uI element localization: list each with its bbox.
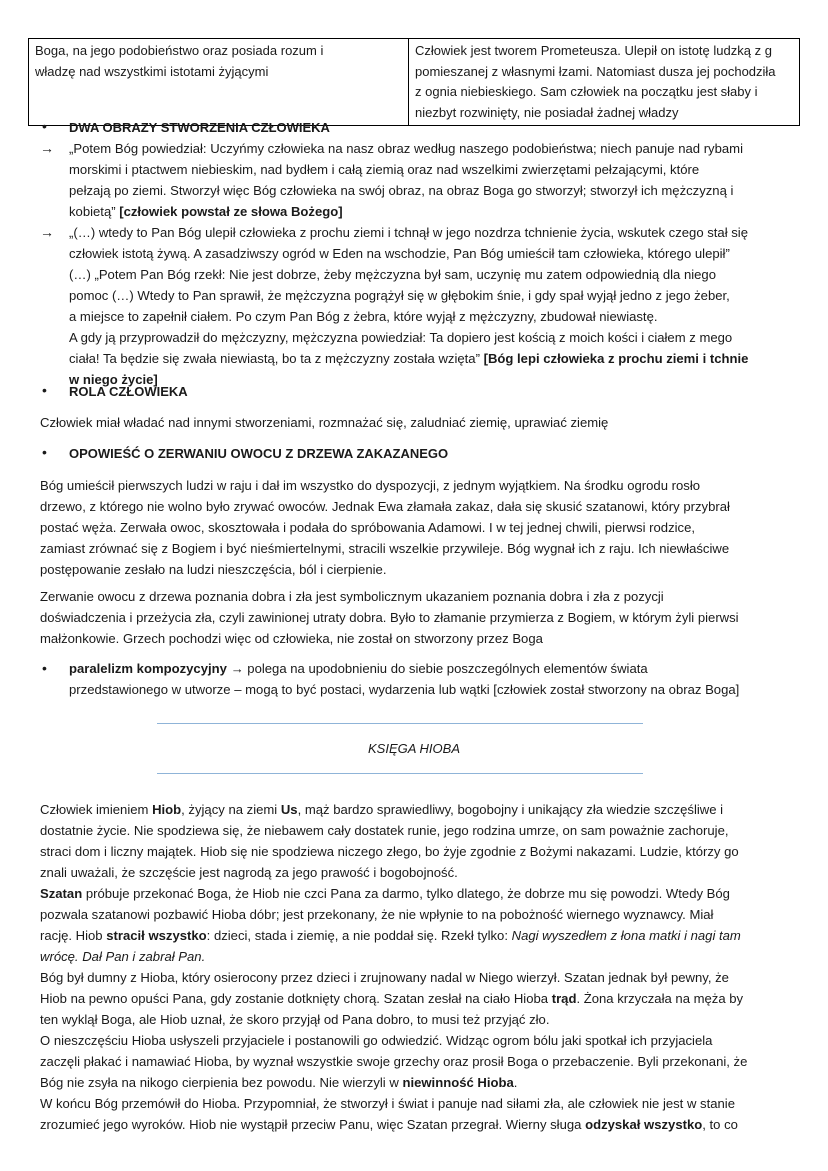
text-line: a miejsce to zapełnił ciałem. Po czym Pan Bóg z żebra, które wyjął z mężczyzny, zbudował niewiastę. <box>69 309 658 324</box>
divider <box>157 773 643 774</box>
text-line: dostatnie życie. Nie spodziewa się, że niebawem cały dostatek runie, jego rodzina umrze, on sam poważnie zachoruje, <box>40 823 729 838</box>
text-line: Bóg był dumny z Hioba, który osierocony przez dzieci i zrujnowany nadal w Niego wierzył. Szatan jednak był pewny, że <box>40 970 729 985</box>
table-cell-right <box>409 39 800 126</box>
section-title: KSIĘGA HIOBA <box>368 741 460 756</box>
text-line <box>40 1072 805 1093</box>
text-fragment: , to co <box>702 1117 738 1132</box>
bold-fragment: odzyskał wszystko <box>585 1117 703 1132</box>
text-fragment: Bóg nie zsyła na nikogo cierpienia bez powodu. Nie wierzyli w <box>40 1075 403 1090</box>
text-line: postać węża. Zerwała owoc, skosztowała i podała do spróbowania Adamowi. I w tej jednej chwili, pierwsi rodzice, <box>40 520 696 535</box>
text-fragment: ciała! Ta będzie się zwała niewiastą, bo ta z mężczyzny została wzięta” <box>69 351 480 366</box>
text-line: zamiast zrównać się z Bogiem i być nieśmiertelnymi, stracili wszelkie przywileje. Bóg wygnał ich z raju. Ich niewłaściwe <box>40 541 730 556</box>
text-line <box>40 1114 805 1135</box>
table-cell-line: władzę nad wszystkimi istotami żyjącymi <box>35 63 269 79</box>
text-line <box>69 348 799 369</box>
term-bold: paralelizm kompozycyjny <box>69 661 227 676</box>
divider <box>157 723 643 724</box>
section-heading: DWA OBRAZY STWORZENIA CZŁOWIEKA <box>69 120 330 135</box>
text-line: morskimi i ptactwem niebieskim, nad bydłem i całą ziemią oraz nad wszelkimi zwierzętami pełzającymi, które <box>69 162 700 177</box>
text-fragment: , mąż bardzo sprawiedliwy, bogobojny i unikający zła wiedzie szczęśliwe i <box>297 802 724 817</box>
italic-fragment: Nagi wyszedłem z łona matki i nagi tam <box>511 928 741 943</box>
text-line <box>40 799 805 820</box>
text-line <box>69 201 799 222</box>
text-line: drzewo, z którego nie wolno było zrywać owoców. Jednak Ewa złamała zakaz, dała się skusić szatanowi, który przybrał <box>40 499 730 514</box>
table-cell-line: z ognia niebieskiego. Sam człowiek na początku jest słaby i <box>415 84 758 99</box>
table-cell-line: niezbyt rozwinięty, nie posiadał żadnej władzy <box>415 104 679 120</box>
text-fragment: próbuje przekonać Boga, że Hiob nie czci Pana za darmo, tylko dlatego, że dobrze mu się powodzi. Wtedy Bóg <box>82 886 730 901</box>
bold-fragment: niewinność Hioba <box>402 1075 514 1090</box>
text-line: straci dom i liczny majątek. Hiob się nie spodziewa niczego złego, bo żyje zgodnie z Bożymi nakazami. Ludzie, którzy go <box>40 844 739 859</box>
text-fragment: : dzieci, stada i ziemię, a nie poddał się. Rzekł tylko: <box>206 928 512 943</box>
hiob-text <box>40 799 805 1135</box>
section-heading: ROLA CZŁOWIEKA <box>69 384 188 399</box>
table-cell-line: pomieszanej z własnymi łzami. Natomiast dusza jej pochodziła <box>415 63 776 79</box>
text-line: małżonkowie. Grzech pochodzi więc od człowieka, nie został on stworzony przez Boga <box>40 631 543 646</box>
bold-note: w niego życie] <box>69 372 158 387</box>
bold-fragment: Hiob <box>152 802 182 817</box>
text-fragment: , żyjący na ziemi <box>181 802 281 817</box>
text-line: znali uważali, że szczęście jest nagrodą za jego prawość i bogobojność. <box>40 865 458 880</box>
text-line: zaczęli płakać i namawiać Hioba, by wyznał wszystkie swoje grzechy oraz prosił Boga o przebaczenie. Byli przekonani, że <box>40 1054 748 1069</box>
text-line: W końcu Bóg przemówił do Hioba. Przypomniał, że stworzył i świat i panuje nad siłami zła, ale człowiek nie jest w stanie <box>40 1096 735 1111</box>
bold-fragment: trąd <box>551 991 577 1006</box>
paragraph <box>40 475 805 580</box>
text-line: człowiek istotą żywą. A zasadziwszy ogród w Eden na wschodzie, Pan Bóg umieścił tam człowieka, którego ulepił” <box>69 246 730 261</box>
definition-paragraph <box>69 658 799 700</box>
text-fragment: polega na upodobnieniu do siebie poszczególnych elementów świata <box>243 661 648 676</box>
text-line: „Potem Bóg powiedział: Uczyńmy człowieka na nasz obraz według naszego podobieństwa; niech panuje nad rybami <box>69 141 743 156</box>
text-line: pomoc (…) Wtedy to Pan sprawił, że mężczyzna pogrążył się w głębokim śnie, i gdy spał wyjął jedno z jego żeber, <box>69 288 730 303</box>
paragraph: Człowiek miał władać nad innymi stworzeniami, rozmnażać się, zaludniać ziemię, uprawiać ziemię <box>40 415 609 430</box>
text-line <box>69 658 799 679</box>
section-heading: OPOWIEŚĆ O ZERWANIU OWOCU Z DRZEWA ZAKAZANEGO <box>69 446 449 461</box>
text-fragment: zrozumieć jego wyroków. Hiob nie wystąpił przeciw Panu, więc Szatan przegrał. Wierny sługa <box>40 1117 586 1132</box>
bold-fragment: Us <box>280 802 298 817</box>
arrow-right-icon: → <box>230 661 244 676</box>
bold-note: [Bóg lepi człowieka z prochu ziemi i tchnie <box>483 351 749 366</box>
text-fragment: rację. Hiob <box>40 928 107 943</box>
bold-fragment: stracił wszystko <box>106 928 207 943</box>
text-fragment: Hiob na pewno opuści Pana, gdy zostanie dotknięty chorą. Szatan zesłał na ciało Hioba <box>40 991 552 1006</box>
arrow-right-icon: → <box>40 140 54 156</box>
text-line: (…) „Potem Pan Bóg rzekł: Nie jest dobrze, żeby mężczyzna był sam, uczynię mu zatem odpowiednią dla niego <box>69 267 716 282</box>
text-line <box>40 925 805 946</box>
text-line: pozwala szatanowi pozbawić Hioba dóbr; jest przekonany, że nie wpłynie to na pobożność wiernego wyznawcy. Miał <box>40 907 714 922</box>
text-line <box>40 946 805 967</box>
bold-note: [człowiek powstał ze słowa Bożego] <box>119 204 343 219</box>
text-fragment: kobietą” <box>69 204 116 219</box>
italic-fragment: wrócę. Dał Pan i zabrał Pan. <box>40 949 206 964</box>
text-fragment: . Żona krzyczała na męża by <box>576 991 744 1006</box>
text-line: A gdy ją przyprowadził do mężczyzny, mężczyzna powiedział: Ta dopiero jest kością z moich kości i ciałem z mego <box>69 330 733 345</box>
table-row <box>29 39 800 126</box>
text-line: przedstawionego w utworze – mogą to być postaci, wydarzenia lub wątki [człowiek został stworzony na obraz Boga] <box>69 682 740 697</box>
text-line <box>40 883 805 904</box>
quote-creation-1 <box>69 138 799 222</box>
table-cell-line: Człowiek jest tworem Prometeusza. Ulepił on istotę ludzką z g <box>415 43 772 58</box>
table-cell-line: Boga, na jego podobieństwo oraz posiada rozum i <box>35 43 324 58</box>
text-line: doświadczenia i przeżycia zła, czyli zawinionej utraty dobra. Było to złamanie przymierza z Bogiem, w którym żyli pierwsi <box>40 610 739 625</box>
text-line: O nieszczęściu Hioba usłyszeli przyjaciele i postanowili go odwiedzić. Widząc ogrom bólu jaki spotkał ich przyjaciela <box>40 1033 713 1048</box>
text-line: postępowanie zesłało na ludzi nieszczęścia, ból i cierpienie. <box>40 562 387 577</box>
table-cell-left <box>29 39 409 126</box>
text-line: Zerwanie owocu z drzewa poznania dobra i zła jest symbolicznym ukazaniem poznania dobra i zła z pozycji <box>40 589 664 604</box>
paragraph <box>40 586 805 649</box>
text-line: pełzają po ziemi. Stworzył więc Bóg człowieka na swój obraz, na obraz Boga go stworzył; stworzył ich mężczyzną i <box>69 183 734 198</box>
text-line: ten wyklął Boga, ale Hiob uznał, że skoro przyjął od Pana dobro, to musi też przyjąć zło. <box>40 1012 550 1027</box>
arrow-right-icon: → <box>40 224 54 240</box>
bold-fragment: Szatan <box>40 886 83 901</box>
quote-creation-2 <box>69 222 799 390</box>
text-line: Bóg umieścił pierwszych ludzi w raju i dał im wszystko do dyspozycji, z jednym wyjątkiem. Na środku ogrodu rosło <box>40 478 701 493</box>
text-line <box>40 988 805 1009</box>
text-line: „(…) wtedy to Pan Bóg ulepił człowieka z prochu ziemi i tchnął w jego nozdrza tchnienie życia, wskutek czego stał się <box>69 225 749 240</box>
comparison-table <box>28 38 800 126</box>
text-fragment: . <box>513 1075 518 1090</box>
text-fragment: Człowiek imieniem <box>40 802 153 817</box>
